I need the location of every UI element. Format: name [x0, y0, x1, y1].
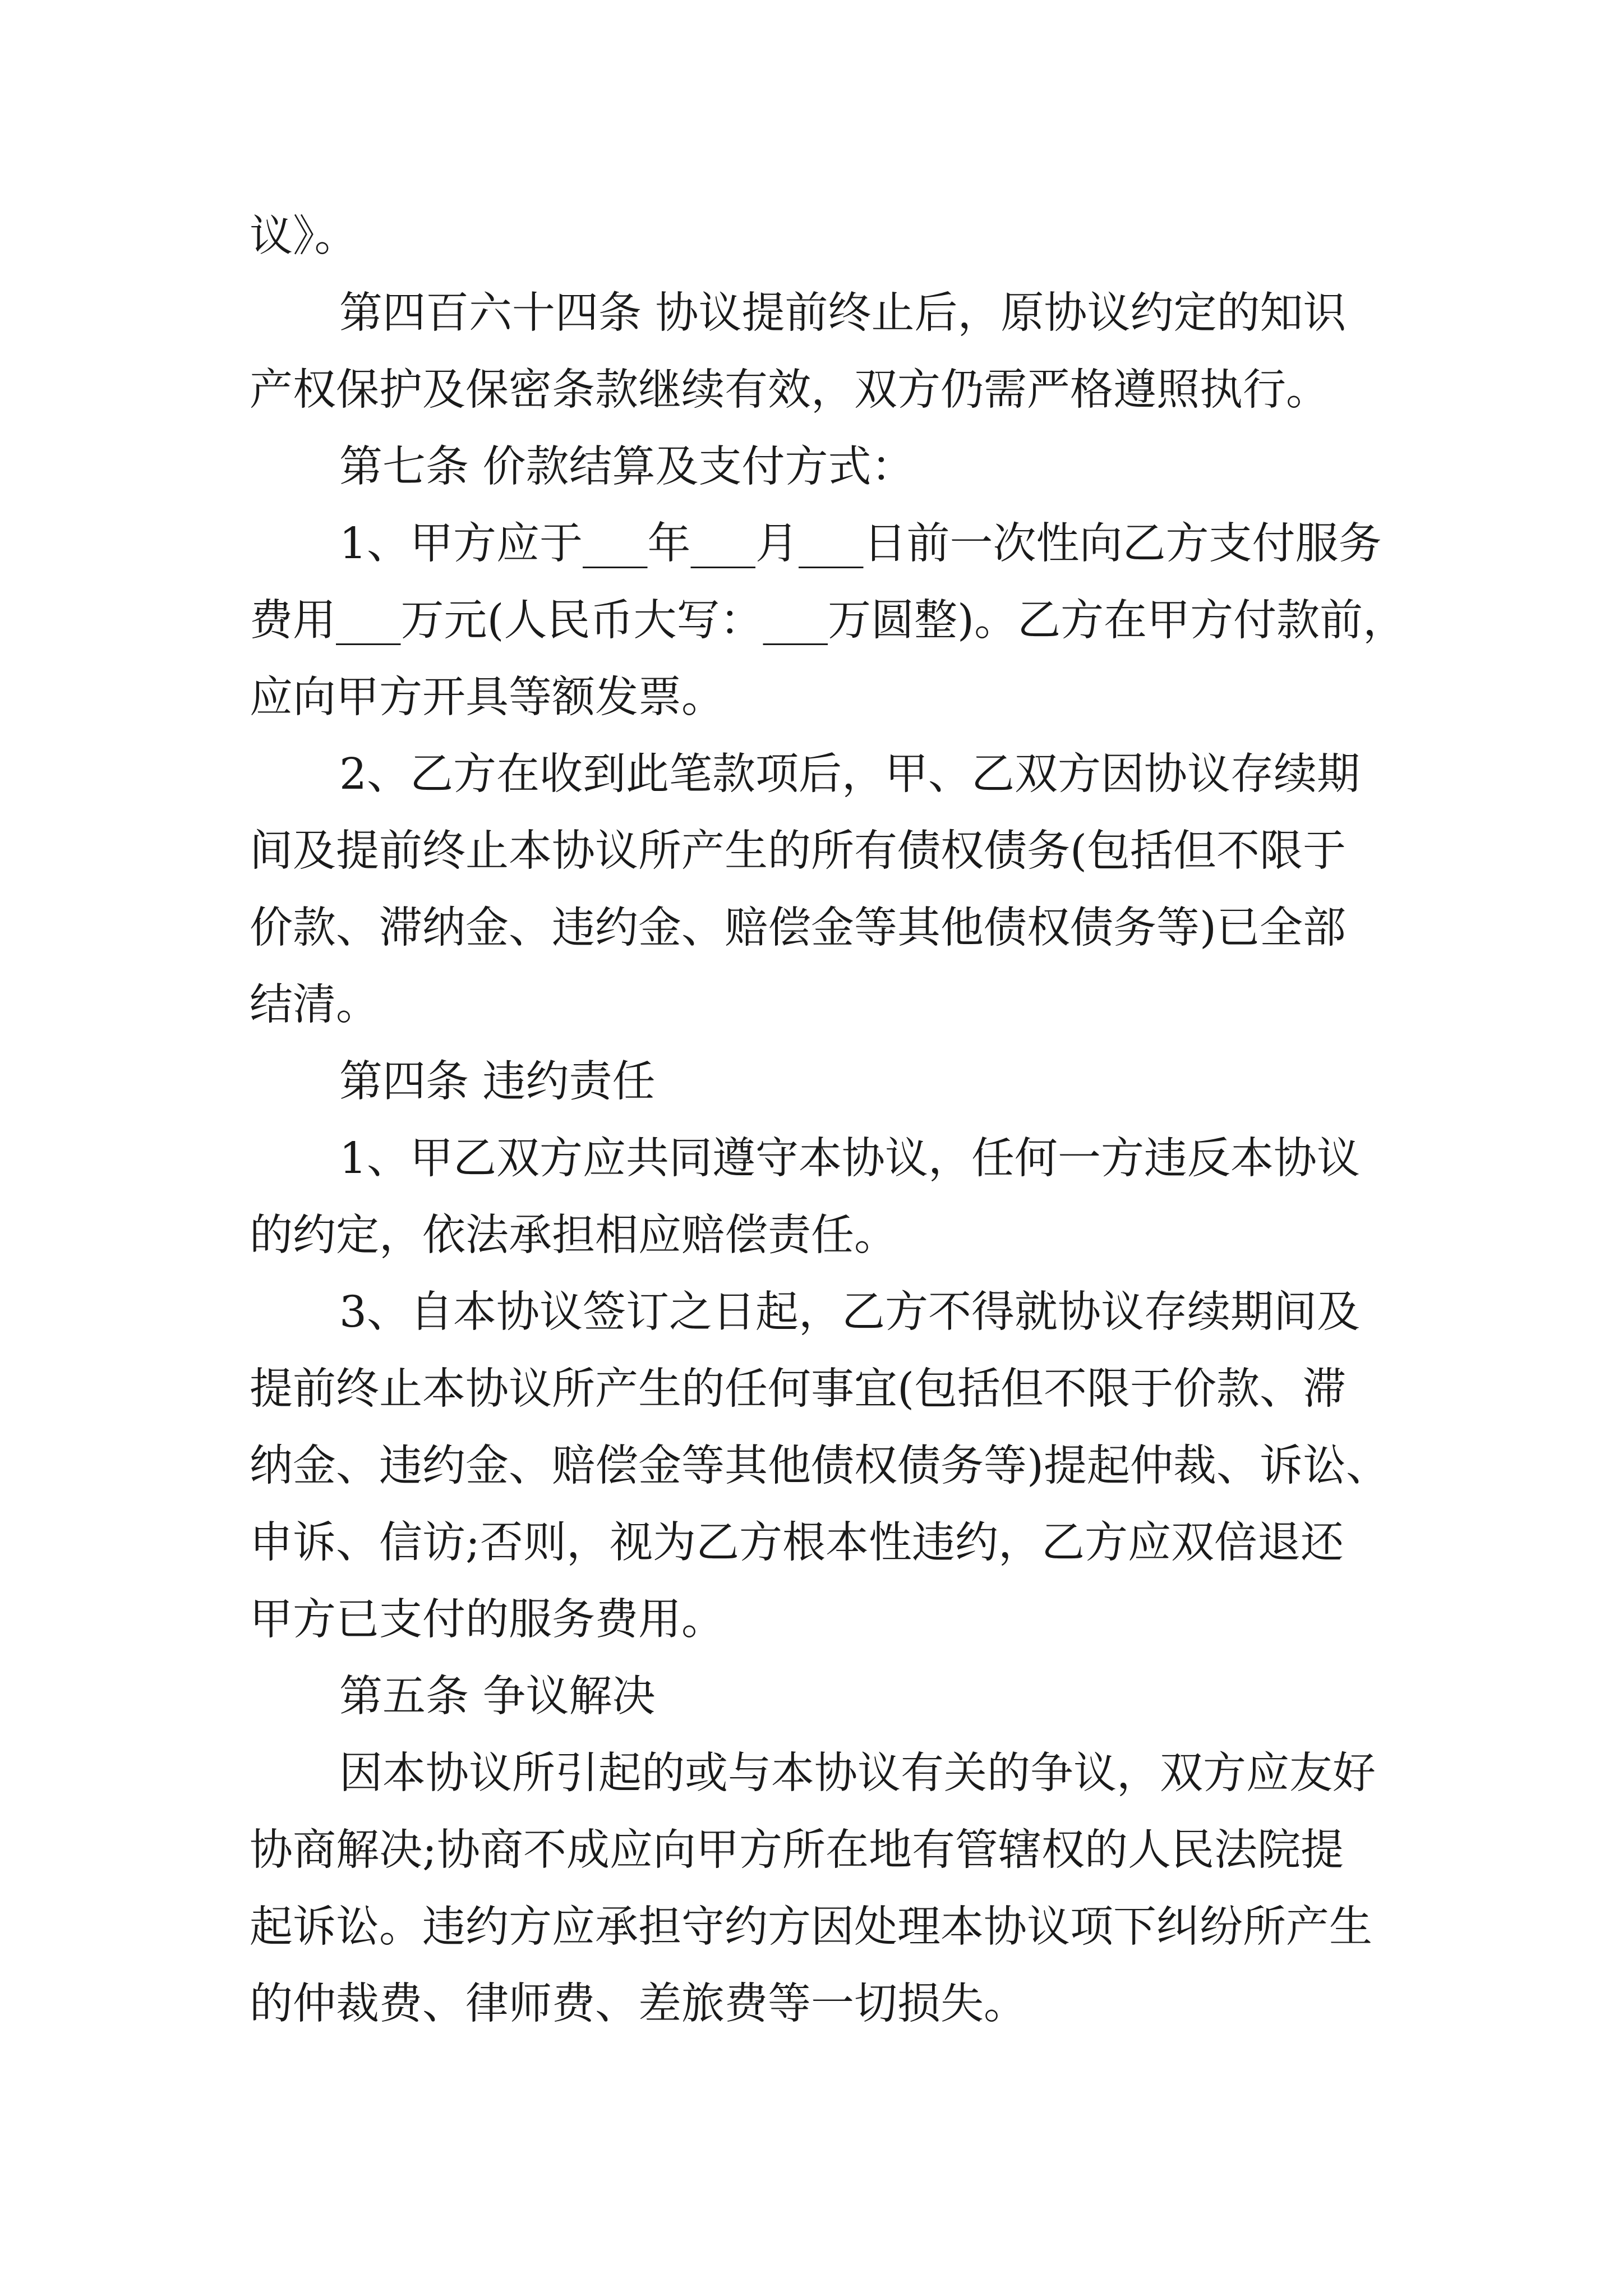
text-line: 1、甲乙双方应共同遵守本协议，任何一方违反本协议	[339, 1134, 1360, 1184]
text-line: 提前终止本协议所产生的任何事宜(包括但不限于价款、滞	[250, 1364, 1347, 1414]
section-heading: 第七条 价款结算及支付方式：	[339, 442, 915, 492]
text-line: 1、甲方应于___年___月___日前一次性向乙方支付服务	[339, 519, 1382, 569]
text-line: 间及提前终止本协议所产生的所有债权债务(包括但不限于	[250, 826, 1347, 876]
text-line: 议》。	[250, 211, 358, 261]
text-line: 第四百六十四条 协议提前终止后，原协议约定的知识	[339, 288, 1347, 338]
text-line: 的约定，依法承担相应赔偿责任。	[250, 1211, 897, 1260]
text-line: 协商解决;协商不成应向甲方所在地有管辖权的人民法院提	[250, 1825, 1344, 1875]
text-line: 纳金、违约金、赔偿金等其他债权债务等)提起仲裁、诉讼、	[250, 1441, 1390, 1491]
text-line: 3、自本协议签订之日起，乙方不得就协议存续期间及	[339, 1287, 1360, 1337]
text-line: 甲方已支付的服务费用。	[250, 1595, 725, 1645]
text-line: 因本协议所引起的或与本协议有关的争议，双方应友好	[339, 1749, 1376, 1798]
text-line: 申诉、信访;否则，视为乙方根本性违约，乙方应双倍退还	[250, 1518, 1344, 1568]
text-line: 2、乙方在收到此笔款项后，甲、乙双方因协议存续期	[339, 749, 1360, 799]
text-line: 产权保护及保密条款继续有效，双方仍需严格遵照执行。	[250, 365, 1329, 415]
section-heading: 第五条 争议解决	[339, 1672, 656, 1722]
section-heading: 第四条 违约责任	[339, 1057, 656, 1107]
text-line: 的仲裁费、律师费、差旅费等一切损失。	[250, 1979, 1027, 2029]
text-line: 价款、滞纳金、违约金、赔偿金等其他债权债务等)已全部	[250, 903, 1347, 953]
text-line: 费用___万元(人民币大写：___万圆整)。乙方在甲方付款前，	[250, 596, 1407, 646]
text-line: 起诉讼。违约方应承担守约方因处理本协议项下纠纷所产生	[250, 1902, 1372, 1952]
text-line: 结清。	[250, 980, 379, 1030]
text-line: 应向甲方开具等额发票。	[250, 673, 725, 723]
